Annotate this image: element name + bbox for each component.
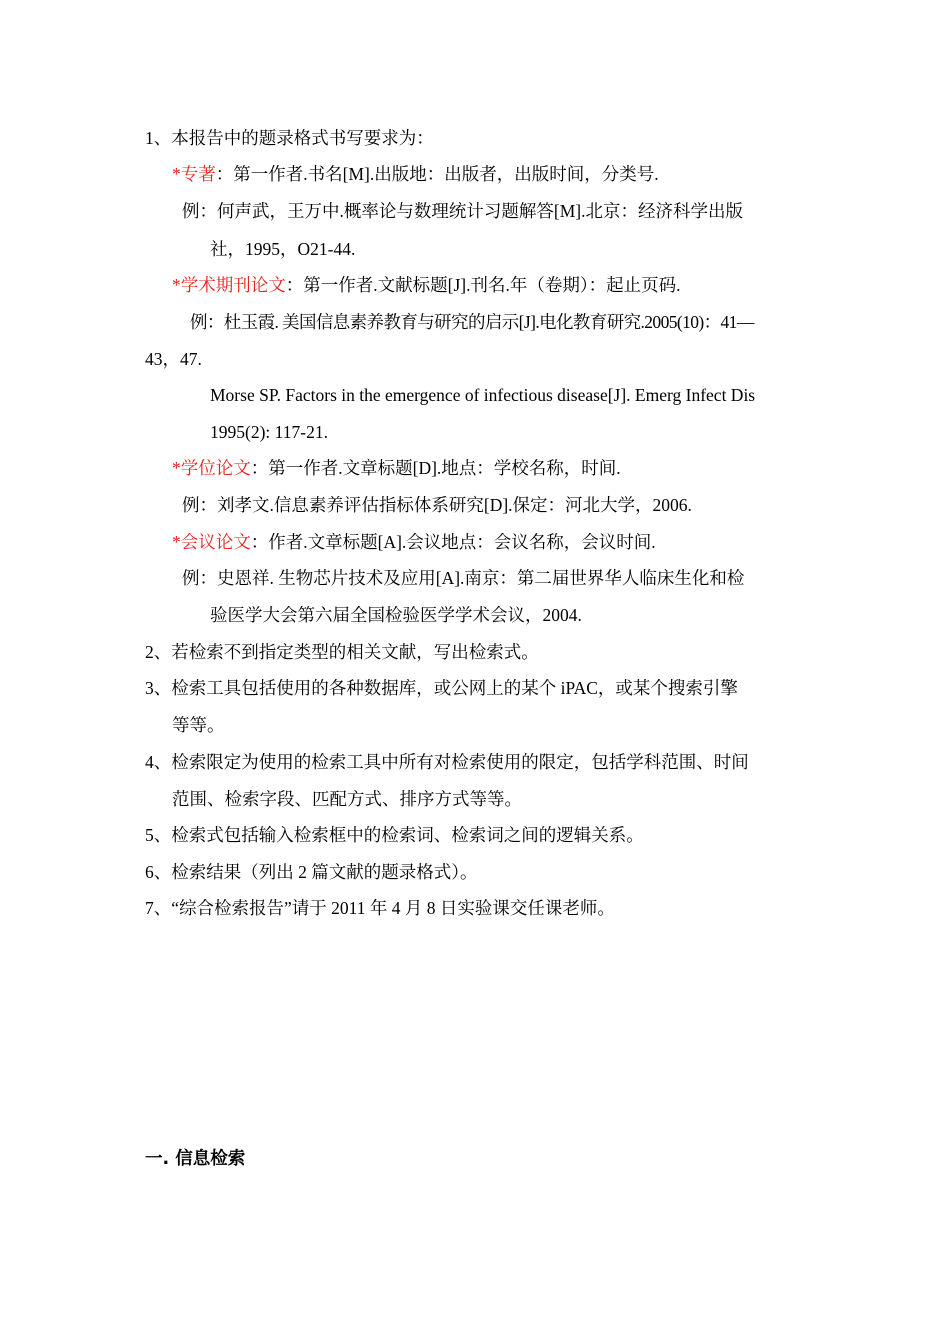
- monograph-format-line: [172, 163, 659, 185]
- journal-example-line2: 43，47.: [145, 349, 202, 369]
- thesis-format-line: [172, 457, 621, 479]
- monograph-example-line2: 社，1995，O21-44.: [210, 239, 356, 259]
- conference-label: *会议论文: [172, 532, 251, 552]
- thesis-label: *学位论文: [172, 458, 251, 478]
- journal-label: *学术期刊论文: [172, 275, 286, 295]
- thesis-format: ：第一作者.文章标题[D].地点：学校名称，时间.: [250, 458, 621, 478]
- journal-format: ：第一作者.文献标题[J].刊名.年（卷期）：起止页码.: [285, 275, 681, 295]
- monograph-example-line1: 例：何声武，王万中.概率论与数理统计习题解答[M].北京：经济科学出版: [182, 201, 743, 221]
- item-3-line1: 3、检索工具包括使用的各种数据库，或公网上的某个 iPAC，或某个搜索引擎: [145, 678, 738, 698]
- item-4-line2: 范围、检索字段、匹配方式、排序方式等等。: [172, 789, 522, 809]
- item-7-text: 7、“综合检索报告”请于 2011 年 4 月 8 日实验课交任课老师。: [145, 898, 615, 918]
- journal-example2-line2: 1995(2): 117-21.: [210, 422, 328, 442]
- monograph-format: ：第一作者.书名[M].出版地：出版者，出版时间，分类号.: [215, 164, 659, 184]
- conference-format: ：作者.文章标题[A].会议地点：会议名称，会议时间.: [250, 532, 656, 552]
- journal-example2-line1: Morse SP. Factors in the emergence of infectious disease[J]. Emerg Infect Dis: [210, 385, 756, 405]
- thesis-example-line1: 例：刘孝文.信息素养评估指标体系研究[D].保定：河北大学，2006.: [182, 495, 692, 515]
- item-6-text: 6、检索结果（列出 2 篇文献的题录格式）。: [145, 862, 478, 882]
- item-2-text: 2、若检索不到指定类型的相关文献，写出检索式。: [145, 642, 539, 662]
- item-5-text: 5、检索式包括输入检索框中的检索词、检索词之间的逻辑关系。: [145, 825, 644, 845]
- item-3-line2: 等等。: [172, 715, 225, 735]
- monograph-label: *专著: [172, 164, 216, 184]
- item-1-text: 1、本报告中的题录格式书写要求为：: [145, 128, 434, 148]
- conference-format-line: [172, 531, 656, 553]
- item-4-line1: 4、检索限定为使用的检索工具中所有对检索使用的限定，包括学科范围、时间: [145, 752, 749, 772]
- journal-format-line: [172, 274, 680, 296]
- conference-example-line2: 验医学大会第六届全国检验医学学术会议，2004.: [210, 605, 582, 625]
- conference-example-line1: 例：史恩祥. 生物芯片技术及应用[A].南京：第二届世界华人临床生化和检: [182, 568, 745, 588]
- journal-example-line1: 例：杜玉霞. 美国信息素养教育与研究的启示[J].电化教育研究.2005(10)：41—: [190, 312, 754, 332]
- section-heading: 一. 信息检索: [145, 1149, 246, 1169]
